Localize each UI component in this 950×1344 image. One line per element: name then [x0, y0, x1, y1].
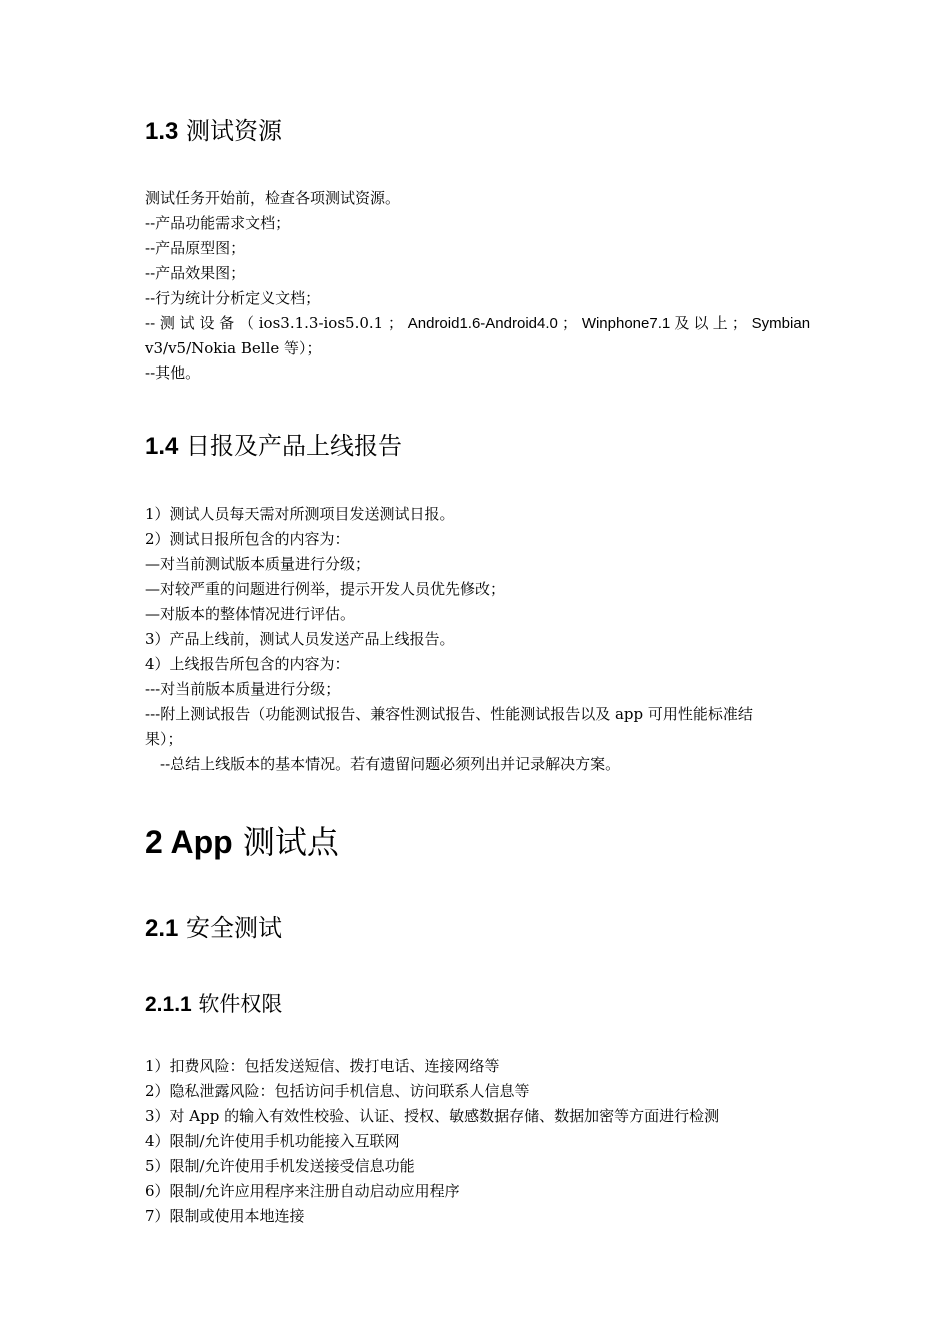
device-part: -- 测 试 设 备 （ ios3.1.3-ios5.0.1 ；: [145, 314, 403, 332]
device-list-line: [145, 311, 811, 336]
text-line: 1）测试人员每天需对所测项目发送测试日报。: [145, 505, 455, 523]
section-1-4-body: [145, 502, 807, 777]
text-line: 3）产品上线前，测试人员发送产品上线报告。: [145, 630, 455, 648]
text-line: —对较严重的问题进行例举，提示开发人员优先修改；: [145, 580, 506, 598]
text-line: —对当前测试版本质量进行分级；: [145, 555, 371, 573]
text-line: 2）测试日报所包含的内容为：: [145, 530, 350, 548]
text-line: --行为统计分析定义文档；: [145, 289, 321, 307]
heading-number: 1.3: [145, 118, 179, 145]
device-part: Winphone7.1 及 以 上 ；: [581, 315, 747, 332]
heading-title: 测试资源: [186, 117, 283, 145]
heading-number: 2.1: [145, 915, 179, 942]
section-2-1-1-body: [145, 1054, 807, 1229]
device-part: Android1.6-Android4.0 ；: [407, 315, 578, 332]
text-line: ---对当前版本质量进行分级；: [145, 680, 341, 698]
heading-number: 2.1.1: [145, 993, 192, 1016]
text-line: —对版本的整体情况进行评估。: [145, 605, 356, 623]
text-line: v3/v5/Nokia Belle 等）；: [145, 339, 322, 357]
heading-2-1-1: [145, 990, 282, 1019]
text-line: --总结上线版本的基本情况。若有遗留问题必须列出并记录解决方案。: [160, 755, 621, 773]
heading-title: 测试点: [242, 823, 339, 861]
heading-title: 日报及产品上线报告: [186, 432, 403, 460]
heading-1-3: [145, 116, 282, 147]
text-line: 3）对 App 的输入有效性校验、认证、授权、敏感数据存储、数据加密等方面进行检测: [145, 1107, 720, 1125]
text-line: 2）隐私泄露风险：包括访问手机信息、访问联系人信息等: [145, 1082, 530, 1100]
text-line: 果）；: [145, 730, 183, 748]
device-part: Symbian: [751, 315, 811, 332]
text-line: ---附上测试报告（功能测试报告、兼容性测试报告、性能测试报告以及 app 可用性能标准结: [145, 705, 753, 723]
heading-title: 软件权限: [198, 992, 283, 1016]
text-line: --产品功能需求文档；: [145, 214, 291, 232]
section-1-3-body: [145, 186, 811, 386]
text-line: 4）限制/允许使用手机功能接入互联网: [145, 1132, 400, 1150]
text-line: 6）限制/允许应用程序来注册自动启动应用程序: [145, 1182, 460, 1200]
text-line: 4）上线报告所包含的内容为：: [145, 655, 350, 673]
text-line: 5）限制/允许使用手机发送接受信息功能: [145, 1157, 415, 1175]
heading-title: 安全测试: [186, 914, 283, 942]
text-line: 测试任务开始前，检查各项测试资源。: [145, 189, 401, 207]
text-line: --产品原型图；: [145, 239, 246, 257]
heading-2: [145, 822, 339, 862]
heading-number: 2 App: [145, 824, 233, 860]
text-line: 7）限制或使用本地连接: [145, 1207, 305, 1225]
text-line: --其他。: [145, 364, 201, 382]
heading-number: 1.4: [145, 433, 179, 460]
text-line: --产品效果图；: [145, 264, 246, 282]
heading-2-1: [145, 913, 282, 944]
heading-1-4: [145, 431, 402, 462]
text-line: 1）扣费风险：包括发送短信、拨打电话、连接网络等: [145, 1057, 500, 1075]
